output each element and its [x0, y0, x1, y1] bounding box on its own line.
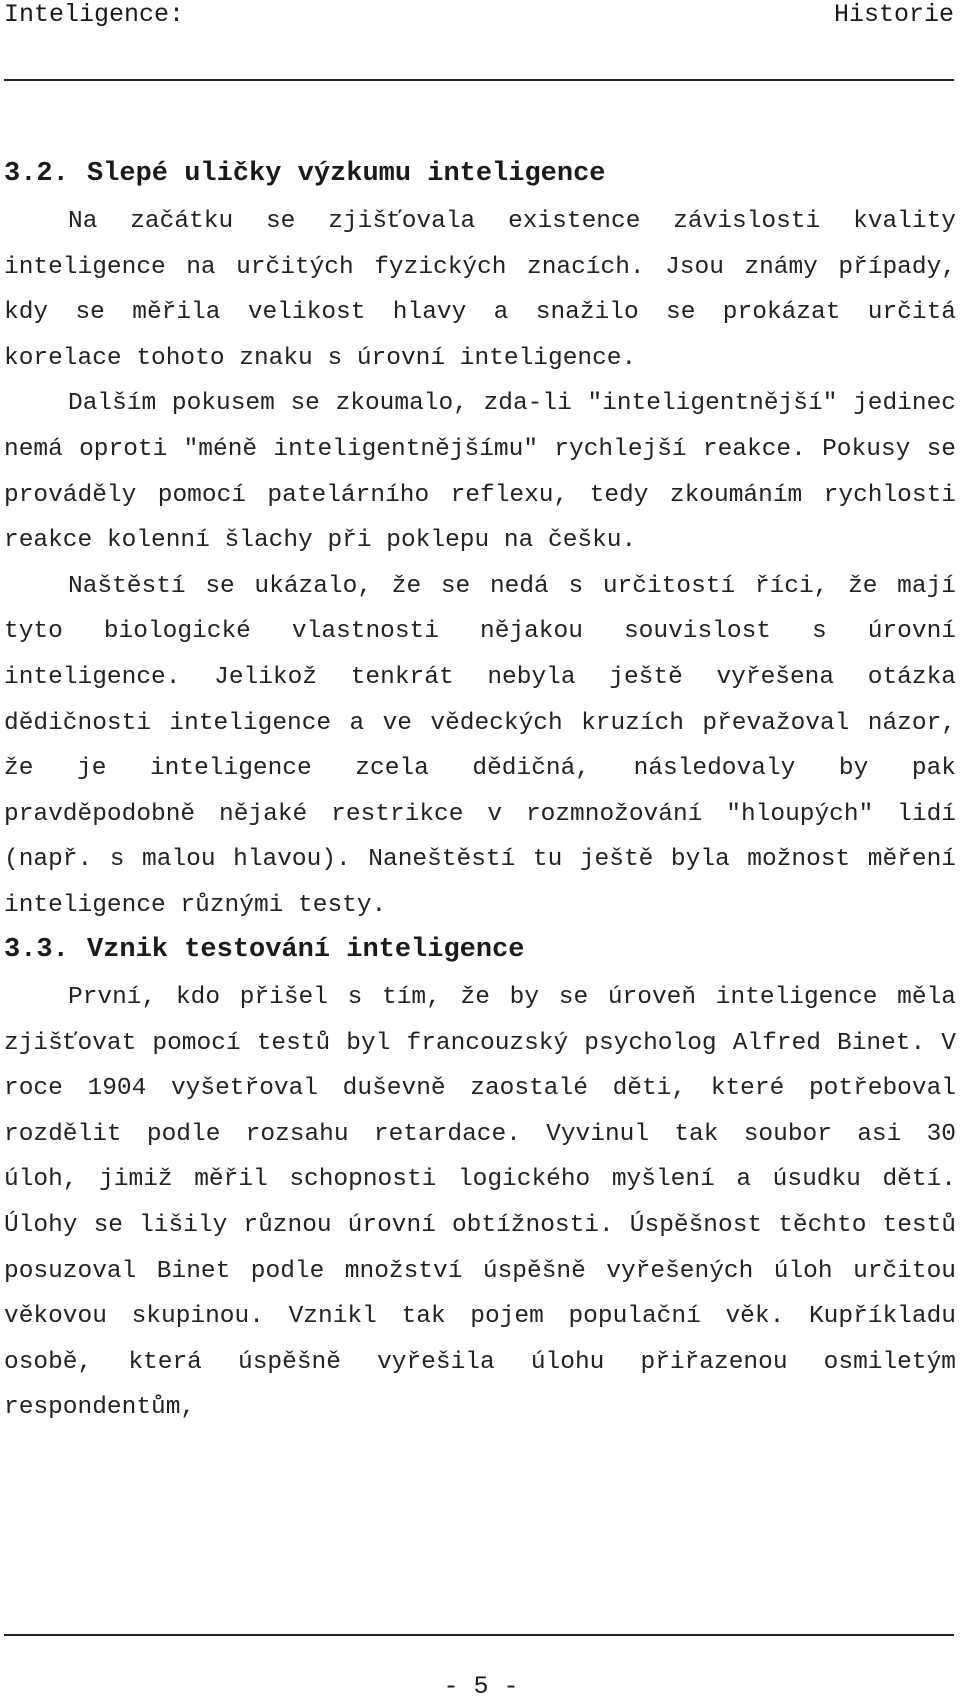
- header-divider: [4, 79, 954, 81]
- section-number: 3.2.: [4, 159, 69, 189]
- section-body-3-3: [4, 975, 956, 1431]
- paragraph: Na začátku se zjišťovala existence závislosti kvality inteligence na určitých fyzických znacích. Jsou známy případy, kdy se měřila velikost hlavy a snažilo se prokázat určitá korelace tohoto znaku s úrovní inteligence.: [4, 208, 956, 372]
- section-title: Slepé uličky výzkumu inteligence: [87, 159, 606, 189]
- header-right-title: Historie: [833, 0, 954, 29]
- paragraph: Naštěstí se ukázalo, že se nedá s určitostí říci, že mají tyto biologické vlastnosti nějakou souvislost s úrovní inteligence. Jelikož tenkrát nebyla ještě vyřešena otázka dědičnosti inteligence a ve vědeckých kruzích převažoval názor, že je inteligence zcela dědičná, následovaly by pak pravděpodobně nějaké restrikce v rozmnožování "hloupých" lidí (např. s malou hlavou). Naneštěstí tu ještě byla možnost měření inteligence různými testy.: [4, 572, 956, 919]
- paragraph: První, kdo přišel s tím, že by se úroveň inteligence měla zjišťovat pomocí testů byl francouzský psycholog Alfred Binet. V roce 1904 vyšetřoval duševně zaostalé děti, které potřeboval rozdělit podle rozsahu retardace. Vyvinul tak soubor asi 30 úloh, jimiž měřil schopnosti logického myšlení a úsudku dětí. Úlohy se lišily různou úrovní obtížnosti. Úspěšnost těchto testů posuzoval Binet podle množství úspěšně vyřešených úloh určitou věkovou skupinou. Vznikl tak pojem populační věk. Kupříkladu osobě, která úspěšně vyřešila úlohu přiřazenou osmiletým respondentům,: [4, 984, 956, 1422]
- section-heading-3-3: [4, 933, 524, 967]
- section-heading-3-2: [4, 157, 605, 191]
- section-body-3-2: [4, 199, 956, 929]
- section-title: Vznik testování inteligence: [87, 935, 525, 965]
- running-header: [4, 0, 954, 30]
- paragraph: Dalším pokusem se zkoumalo, zda-li "inteligentnější" jedinec nemá oproti "méně inteligentnějšímu" rychlejší reakce. Pokusy se prováděly pomocí patelárního reflexu, tedy zkoumáním rychlosti reakce kolenní šlachy při poklepu na češku.: [4, 390, 956, 555]
- page-number: - 5 -: [443, 1672, 519, 1701]
- header-left-title: Inteligence:: [4, 0, 185, 29]
- footer-divider: [4, 1634, 954, 1636]
- section-number: 3.3.: [4, 935, 69, 965]
